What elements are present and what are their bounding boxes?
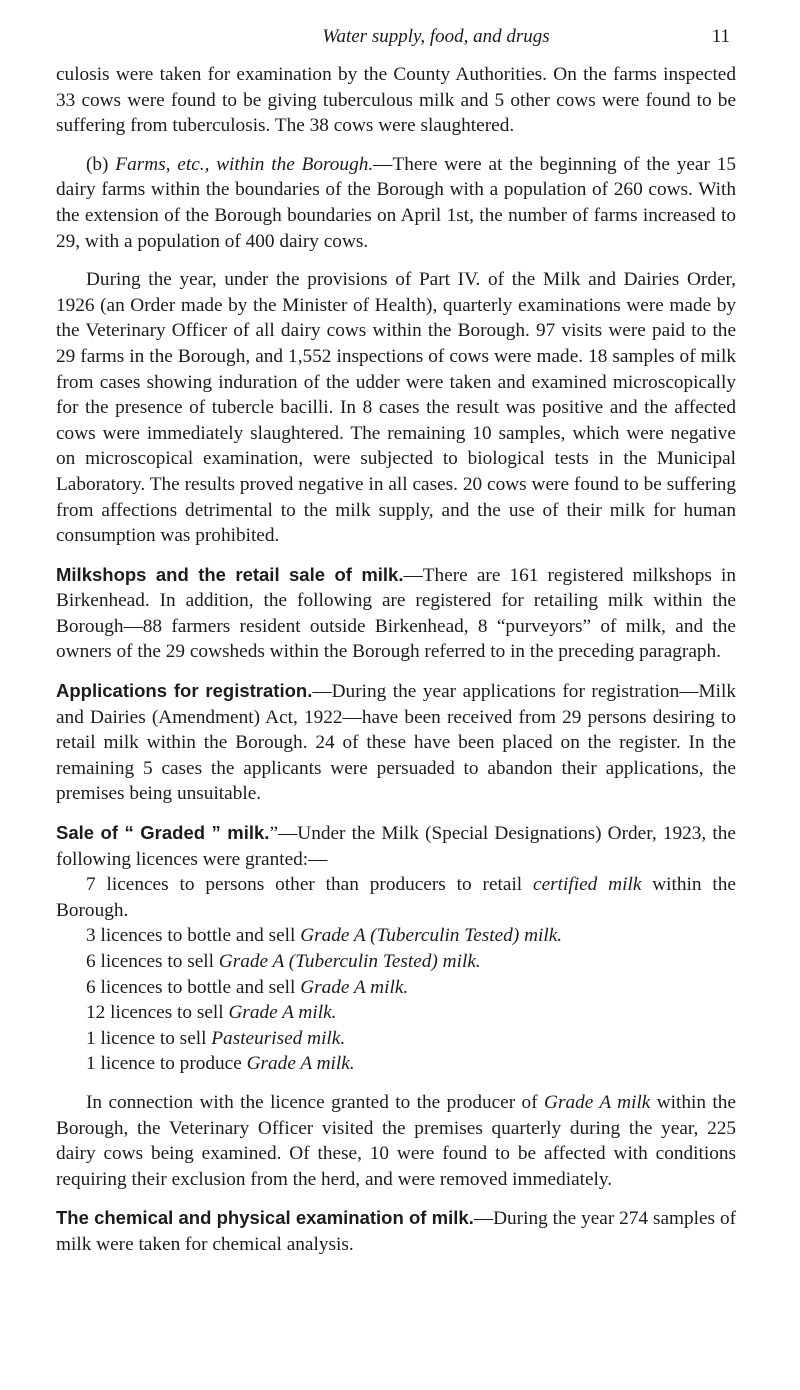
paragraph-graded-milk — [56, 820, 736, 872]
running-head — [56, 26, 736, 62]
licence-item: 1 licence to produce Grade A milk. — [86, 1053, 355, 1075]
paragraph-quarterly-examinations: During the year, under the provisions of Part IV. of the Milk and Dairies Order, 1926 (an Order made by the Minister of Health), quarterly examinations were made by the Veterinary Officer of all dairy cows within the Borough. 97 visits were paid to the 29 farms in the Borough, and 1,552 inspections of cows were made. 18 samples of milk from cases showing induration of the udder were taken and examined microscopically for the presence of tubercle bacilli. In 8 cases the result was positive and the affected cows were immediately slaughtered. The remaining 10 samples, which were negative on microscopical examination, were subjected to biological tests in the Municipal Laboratory. The results proved negative in all cases. 20 cows were found to be suffering from affections detrimental to the milk supply, and the use of their milk for human consumption was prohibited. — [56, 269, 736, 547]
paragraph-milkshops — [56, 562, 736, 665]
document-body — [56, 62, 736, 1258]
paragraph-tuberculosis-county: culosis were taken for examination by the County Authorities. On the farms inspected 33 cows were found to be giving tuberculous milk and 5 other cows were found to be suffering from tuberculosis. The 38 cows were slaughtered. — [56, 64, 736, 137]
heading-chemical-examination: The chemical and physical examination of milk. — [56, 1207, 474, 1229]
paragraph-text: —During the year applications for registration—Milk and Dairies (Amendment) Act, 1922—have been received from 29 persons desiring to retail milk within the Borough. 24 of these have been placed on the register. In the remaining 5 cases the applicants were persuaded to abandon their applications, the premises being unsuitable. — [56, 681, 737, 805]
licence-item: 1 licence to sell Pasteurised milk. — [86, 1027, 346, 1049]
running-title: Water supply, food, and drugs — [322, 26, 550, 47]
section-title-farms: Farms, etc., within the Borough. — [115, 153, 374, 175]
paragraph-prefix: (b) — [86, 153, 116, 175]
paragraph-text: —During the year 274 samples of milk were taken for chemical analysis. — [56, 1208, 737, 1255]
heading-milkshops: Milkshops and the retail sale of milk. — [56, 563, 404, 585]
licence-item: 6 licences to bottle and sell Grade A milk. — [86, 976, 409, 998]
paragraph-text: —There were at the beginning of the year 15 dairy farms within the boundaries of the Borough with a population of 260 cows. With the extension of the Borough boundaries on April 1st, the number of farms increased to 29, with a population of 400 dairy cows. — [56, 153, 736, 252]
paragraph-text: ”—Under the Milk (Special Designations) Order, 1923, the following licences were granted:— — [56, 823, 736, 870]
heading-applications: Applications for registration. — [56, 680, 313, 702]
paragraph-applications — [56, 678, 736, 807]
licence-list — [56, 872, 736, 1077]
paragraph-grade-a-producer: In connection with the licence granted to the producer of Grade A milk within the Borough, the Veterinary Officer visited the premises quarterly during the year, 225 dairy cows being examined. Of these, 10 were found to be affected with conditions requiring their exclusion from the herd, and were removed immediately. — [56, 1091, 736, 1190]
page-number: 11 — [711, 26, 730, 47]
heading-graded-milk: Sale of “ Graded ” milk. — [56, 822, 270, 844]
paragraph-text: —There are 161 registered milkshops in Birkenhead. In addition, the following are registered for retailing milk within the Borough—88 farmers resident outside Birkenhead, 8 “purveyors” of milk, and the owners of the 29 cowsheds within the Borough referred to in the preceding paragraph. — [56, 564, 737, 663]
paragraph-chemical-examination — [56, 1205, 736, 1257]
paragraph-farms-borough — [56, 152, 736, 254]
licence-item: 6 licences to sell Grade A (Tuberculin Tested) milk. — [86, 951, 481, 972]
licence-item: 3 licences to bottle and sell Grade A (Tuberculin Tested) milk. — [86, 925, 563, 947]
licence-item: 12 licences to sell Grade A milk. — [86, 1002, 337, 1024]
licence-item: 7 licences to persons other than producers to retail certified milk within the Borough. — [56, 874, 736, 921]
